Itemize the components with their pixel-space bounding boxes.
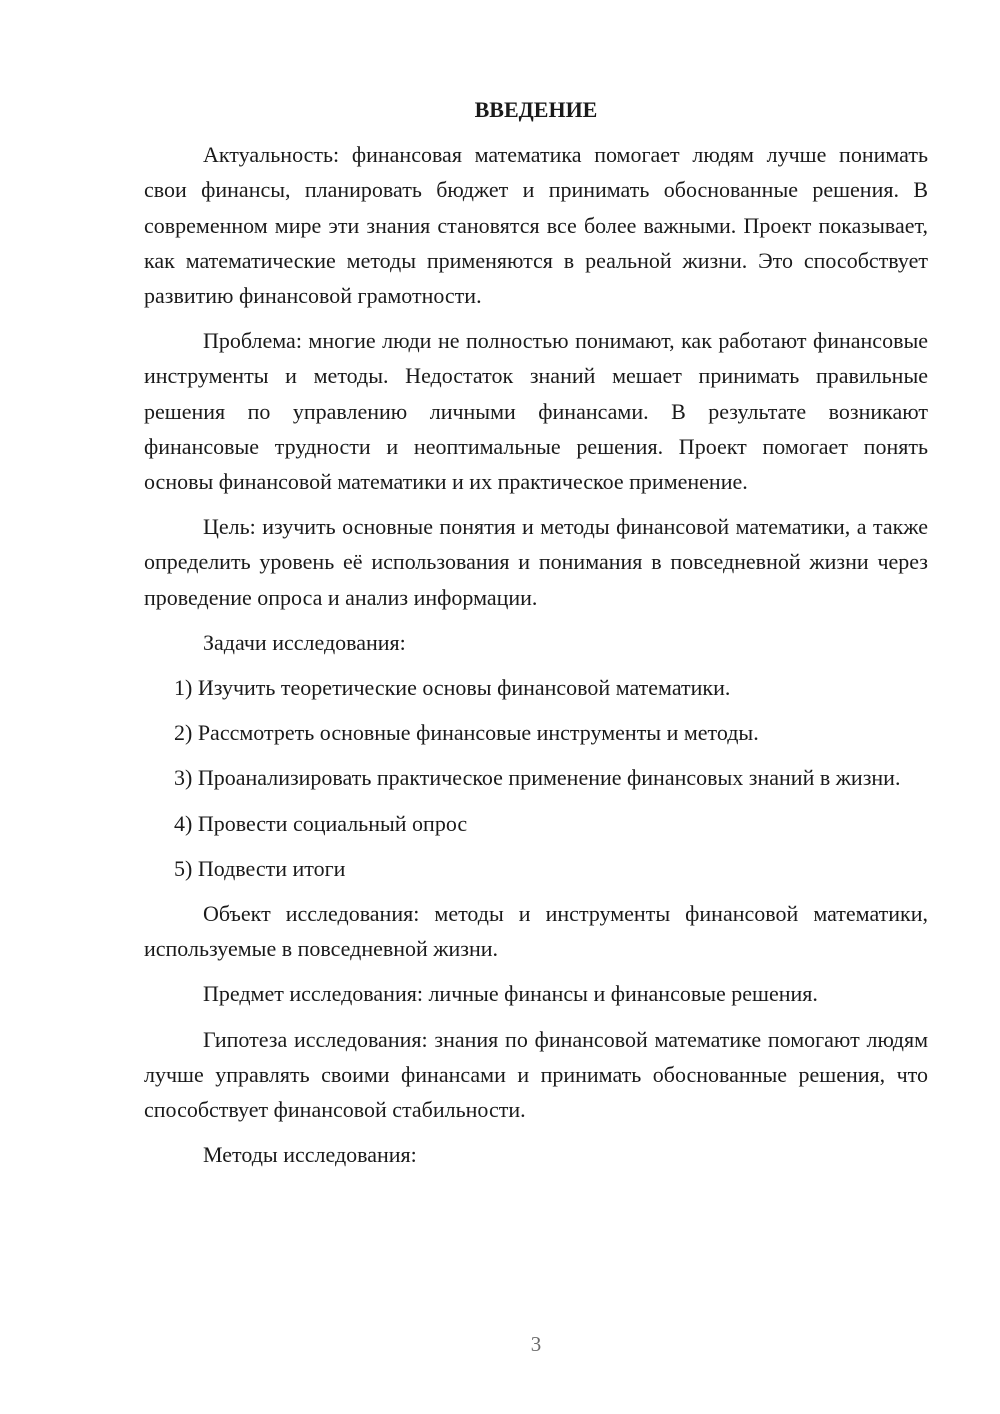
section-heading: ВВЕДЕНИЕ bbox=[474, 97, 598, 122]
page-number: 3 bbox=[530, 1332, 542, 1356]
page-content bbox=[144, 92, 928, 1182]
hypothesis-paragraph: Гипотеза исследования: знания по финансовой математике помогают людям лучше управлять своими финансами и принимать обоснованные решения, что способствует финансовой стабильности. bbox=[144, 1026, 928, 1123]
methods-title: Методы исследования: bbox=[203, 1142, 417, 1168]
goal-paragraph: Цель: изучить основные понятия и методы финансовой математики, а также определить уровень её использования и понимания в повседневной жизни через проведение опроса и анализ информации. bbox=[144, 514, 928, 610]
tasks-title: Задачи исследования: bbox=[203, 629, 406, 655]
object-paragraph: Объект исследования: методы и инструменты финансовой математики, используемые в повседневной жизни. bbox=[144, 901, 928, 962]
task-item: 5) Подвести итоги bbox=[174, 855, 346, 881]
task-item: 2) Рассмотреть основные финансовые инструменты и методы. bbox=[174, 720, 759, 746]
task-item: 4) Провести социальный опрос bbox=[174, 810, 468, 836]
subject-paragraph: Предмет исследования: личные финансы и финансовые решения. bbox=[203, 981, 818, 1007]
problem-paragraph: Проблема: многие люди не полностью понимают, как работают финансовые инструменты и методы. Недостаток знаний мешает принимать правильные решения по управлению личными финансами. В результате возникают финансовые трудности и неоптимальные решения. Проект помогает понять основы финансовой математики и их практическое применение. bbox=[144, 328, 928, 495]
relevance-paragraph: Актуальность: финансовая математика помогает людям лучше понимать свои финансы, планировать бюджет и принимать обоснованные решения. В современном мире эти знания становятся все более важными. Проект показывает, как математические методы применяются в реальной жизни. Это способствует развитию финансовой грамотности. bbox=[144, 142, 928, 309]
task-item: 3) Проанализировать практическое применение финансовых знаний в жизни. bbox=[174, 765, 901, 791]
task-item: 1) Изучить теоретические основы финансовой математики. bbox=[174, 675, 731, 701]
